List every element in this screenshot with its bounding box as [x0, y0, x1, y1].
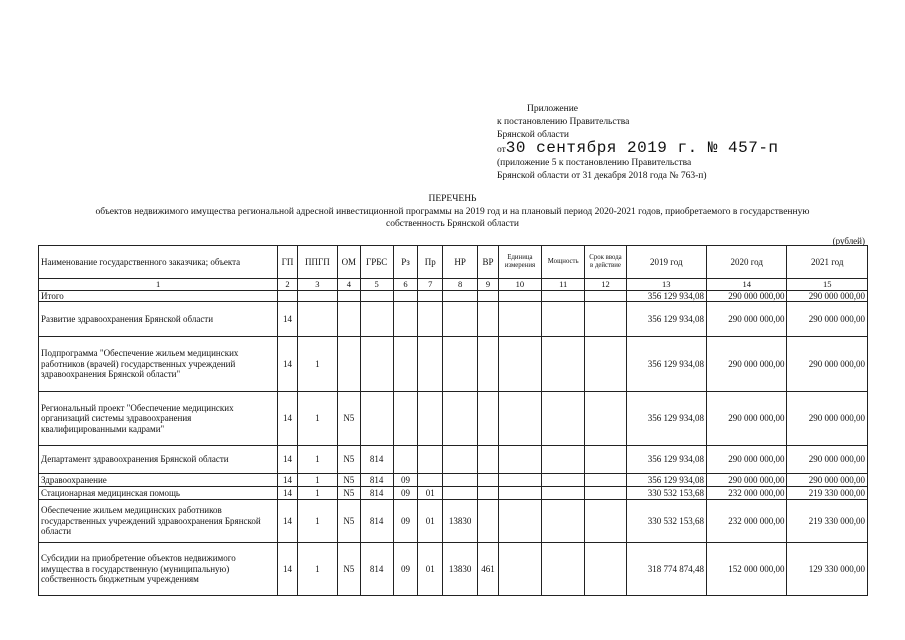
cell-unit [498, 392, 541, 446]
appendix-label: Приложение [527, 104, 578, 114]
cell-term [585, 302, 626, 337]
table-row [39, 337, 868, 392]
cell-y2020: 290 000 000,00 [707, 302, 787, 337]
cell-unit [498, 500, 541, 543]
col-number: 7 [418, 279, 443, 291]
cell-gp: 14 [278, 487, 298, 500]
document-subtitle-2: собственность Брянской области [385, 219, 520, 229]
cell-unit [498, 487, 541, 500]
table-row [39, 290, 868, 302]
appendix-date-line [497, 139, 779, 157]
cell-unit [498, 290, 541, 302]
cell-pr: 01 [418, 543, 443, 596]
cell-nr [443, 302, 478, 337]
cell-cap [542, 543, 585, 596]
col-number: 8 [443, 279, 478, 291]
cell-rz: 09 [393, 487, 418, 500]
cell-name: Обеспечение жильем медицинских работников государственных учреждений здравоохранения Брянской области [39, 500, 278, 543]
cell-ppgp: 1 [297, 500, 337, 543]
col-number: 3 [297, 279, 337, 291]
cell-pr: 01 [418, 487, 443, 500]
cell-y2021: 290 000 000,00 [787, 474, 868, 487]
cell-vr: 461 [478, 543, 499, 596]
cell-y2020: 152 000 000,00 [707, 543, 787, 596]
cell-rz [393, 302, 418, 337]
cell-rz [393, 392, 418, 446]
col-header-gp: ГП [278, 246, 298, 279]
cell-rz: 09 [393, 474, 418, 487]
cell-grbs [360, 392, 393, 446]
cell-nr: 13830 [443, 543, 478, 596]
cell-grbs [360, 302, 393, 337]
cell-ppgp: 1 [297, 487, 337, 500]
cell-vr [478, 337, 499, 392]
cell-vr [478, 474, 499, 487]
col-header-ppgp: ППГП [297, 246, 337, 279]
cell-y2020: 290 000 000,00 [707, 474, 787, 487]
cell-pr: 01 [418, 500, 443, 543]
col-header-vr: ВР [478, 246, 499, 279]
cell-y2021: 290 000 000,00 [787, 392, 868, 446]
cell-y2019: 318 774 874,48 [626, 543, 706, 596]
cell-term [585, 500, 626, 543]
cell-name: Подпрограмма "Обеспечение жильем медицинских работников (врачей) государственных учреждений здравоохранения Брянской области" [39, 337, 278, 392]
cell-name: Стационарная медицинская помощь [39, 487, 278, 500]
col-header-nr: НР [443, 246, 478, 279]
cell-vr [478, 392, 499, 446]
col-header-2021: 2021 год [787, 246, 868, 279]
cell-gp: 14 [278, 392, 298, 446]
cell-unit [498, 337, 541, 392]
col-header-om: ОМ [337, 246, 360, 279]
cell-ppgp: 1 [297, 337, 337, 392]
col-header-rz: Рз [393, 246, 418, 279]
col-header-2020: 2020 год [707, 246, 787, 279]
appendix-header [497, 103, 779, 183]
cell-name: Региональный проект "Обеспечение медицинских организаций системы здравоохранения квалифицированными кадрами" [39, 392, 278, 446]
cell-y2020: 290 000 000,00 [707, 392, 787, 446]
document-title: ПЕРЕЧЕНЬ [428, 194, 477, 204]
cell-grbs [360, 290, 393, 302]
cell-vr [478, 446, 499, 474]
col-header-capacity: Мощность [542, 246, 585, 279]
col-number: 10 [498, 279, 541, 291]
cell-ppgp: 1 [297, 474, 337, 487]
cell-term [585, 543, 626, 596]
col-number: 15 [787, 279, 868, 291]
cell-grbs: 814 [360, 474, 393, 487]
cell-cap [542, 302, 585, 337]
cell-ppgp: 1 [297, 392, 337, 446]
cell-vr [478, 302, 499, 337]
cell-unit [498, 543, 541, 596]
cell-grbs [360, 337, 393, 392]
cell-pr [418, 290, 443, 302]
cell-om: N5 [337, 446, 360, 474]
cell-gp: 14 [278, 446, 298, 474]
cell-om: N5 [337, 500, 360, 543]
cell-unit [498, 474, 541, 487]
investment-table [38, 245, 868, 596]
cell-rz [393, 337, 418, 392]
cell-y2021: 129 330 000,00 [787, 543, 868, 596]
col-header-2019: 2019 год [626, 246, 706, 279]
cell-y2021: 219 330 000,00 [787, 500, 868, 543]
cell-nr: 13830 [443, 500, 478, 543]
cell-cap [542, 487, 585, 500]
cell-rz [393, 290, 418, 302]
cell-vr [478, 500, 499, 543]
col-header-commissioning: Срок ввода в действие [585, 246, 626, 279]
cell-name: Здравоохранение [39, 474, 278, 487]
cell-gp: 14 [278, 500, 298, 543]
cell-ppgp [297, 302, 337, 337]
col-header-name: Наименование государственного заказчика; объекта [39, 246, 278, 279]
cell-y2019: 356 129 934,08 [626, 337, 706, 392]
cell-om: N5 [337, 474, 360, 487]
cell-nr [443, 487, 478, 500]
cell-om: N5 [337, 543, 360, 596]
cell-term [585, 392, 626, 446]
cell-nr [443, 392, 478, 446]
cell-vr [478, 487, 499, 500]
appendix-ref-line: к постановлению Правительства [497, 117, 630, 127]
cell-y2019: 356 129 934,08 [626, 474, 706, 487]
cell-nr [443, 446, 478, 474]
cell-gp [278, 290, 298, 302]
cell-y2020: 290 000 000,00 [707, 337, 787, 392]
cell-y2021: 290 000 000,00 [787, 446, 868, 474]
cell-om: N5 [337, 487, 360, 500]
cell-y2020: 290 000 000,00 [707, 290, 787, 302]
cell-pr [418, 474, 443, 487]
cell-gp: 14 [278, 474, 298, 487]
cell-om [337, 290, 360, 302]
cell-unit [498, 446, 541, 474]
cell-name: Развитие здравоохранения Брянской области [39, 302, 278, 337]
table-row [39, 487, 868, 500]
date-prefix: от [497, 145, 506, 155]
cell-cap [542, 474, 585, 487]
cell-cap [542, 337, 585, 392]
table-header-row [39, 246, 868, 279]
cell-cap [542, 446, 585, 474]
col-header-pr: Пр [418, 246, 443, 279]
cell-cap [542, 392, 585, 446]
table-row [39, 392, 868, 446]
cell-term [585, 337, 626, 392]
cell-rz [393, 446, 418, 474]
col-number: 12 [585, 279, 626, 291]
cell-y2019: 356 129 934,08 [626, 290, 706, 302]
cell-grbs: 814 [360, 487, 393, 500]
cell-y2020: 232 000 000,00 [707, 500, 787, 543]
col-number: 9 [478, 279, 499, 291]
cell-term [585, 487, 626, 500]
cell-gp: 14 [278, 302, 298, 337]
cell-y2019: 356 129 934,08 [626, 302, 706, 337]
cell-y2021: 290 000 000,00 [787, 337, 868, 392]
cell-name: Субсидии на приобретение объектов недвижимого имущества в государственную (муниципальную) собственность бюджетным учреждениям [39, 543, 278, 596]
cell-grbs: 814 [360, 446, 393, 474]
cell-y2019: 356 129 934,08 [626, 392, 706, 446]
col-number: 6 [393, 279, 418, 291]
cell-y2020: 290 000 000,00 [707, 446, 787, 474]
cell-ppgp: 1 [297, 543, 337, 596]
cell-nr [443, 474, 478, 487]
cell-pr [418, 446, 443, 474]
cell-gp: 14 [278, 543, 298, 596]
cell-gp: 14 [278, 337, 298, 392]
cell-grbs: 814 [360, 500, 393, 543]
cell-grbs: 814 [360, 543, 393, 596]
cell-nr [443, 290, 478, 302]
col-number: 2 [278, 279, 298, 291]
cell-term [585, 290, 626, 302]
appendix-note-line1: (приложение 5 к постановлению Правительства [497, 158, 692, 168]
table-row [39, 474, 868, 487]
cell-y2021: 290 000 000,00 [787, 302, 868, 337]
col-header-unit: Единица измерения [498, 246, 541, 279]
cell-cap [542, 290, 585, 302]
column-number-row [39, 279, 868, 291]
cell-cap [542, 500, 585, 543]
table-row [39, 543, 868, 596]
cell-ppgp: 1 [297, 446, 337, 474]
cell-term [585, 446, 626, 474]
cell-nr [443, 337, 478, 392]
cell-om [337, 302, 360, 337]
cell-pr [418, 302, 443, 337]
cell-pr [418, 337, 443, 392]
appendix-region-line: Брянской области [497, 130, 569, 140]
cell-ppgp [297, 290, 337, 302]
cell-unit [498, 302, 541, 337]
cell-y2019: 356 129 934,08 [626, 446, 706, 474]
cell-y2019: 330 532 153,68 [626, 487, 706, 500]
col-number: 11 [542, 279, 585, 291]
cell-om [337, 337, 360, 392]
cell-y2021: 219 330 000,00 [787, 487, 868, 500]
currency-unit: (рублей) [832, 236, 865, 246]
table-row [39, 446, 868, 474]
cell-y2019: 330 532 153,68 [626, 500, 706, 543]
col-number: 5 [360, 279, 393, 291]
col-number: 13 [626, 279, 706, 291]
cell-rz: 09 [393, 543, 418, 596]
handwritten-date: 30 сентября 2019 г. № 457-п [505, 139, 779, 157]
table-row [39, 500, 868, 543]
cell-vr [478, 290, 499, 302]
cell-om: N5 [337, 392, 360, 446]
cell-rz: 09 [393, 500, 418, 543]
cell-name: Департамент здравоохранения Брянской области [39, 446, 278, 474]
cell-term [585, 474, 626, 487]
appendix-note-line2: Брянской области от 31 декабря 2018 года № 763-п) [497, 171, 707, 181]
cell-pr [418, 392, 443, 446]
col-number: 1 [39, 279, 278, 291]
col-header-grbs: ГРБС [360, 246, 393, 279]
col-number: 14 [707, 279, 787, 291]
cell-y2021: 290 000 000,00 [787, 290, 868, 302]
table-row [39, 302, 868, 337]
col-number: 4 [337, 279, 360, 291]
cell-y2020: 232 000 000,00 [707, 487, 787, 500]
document-subtitle-1: объектов недвижимого имущества региональной адресной инвестиционной программы на 2019 год и на плановый период 2020-2021 годов, приобретаемого в государственную [95, 207, 810, 217]
cell-name: Итого [39, 290, 278, 302]
